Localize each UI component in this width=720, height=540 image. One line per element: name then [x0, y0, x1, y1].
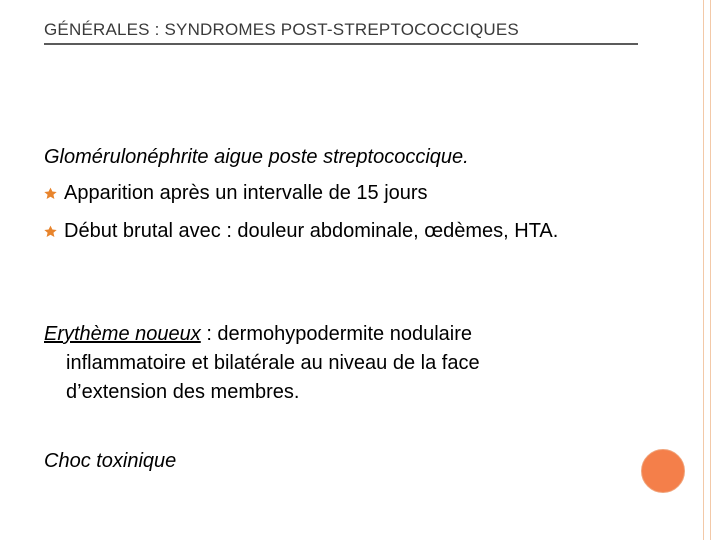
paragraph-line: [44, 320, 604, 349]
bullet-item: [44, 220, 558, 243]
title-underline: [44, 43, 638, 45]
star-icon: [44, 187, 57, 200]
decorative-rail-right: [710, 0, 711, 540]
bullet-item: [44, 182, 428, 205]
star-icon: [44, 225, 57, 238]
section-heading-glomerulonephrite: Glomérulonéphrite aigue poste streptococcique.: [44, 146, 469, 168]
decorative-rail-left: [703, 0, 704, 540]
section-heading-choc-toxinique: Choc toxinique: [44, 450, 177, 472]
slide-title: GÉNÉRALES : SYNDROMES POST-STREPTOCOCCIQUES: [44, 20, 519, 39]
paragraph-line: d’extension des membres.: [66, 381, 300, 403]
bullet-text: Apparition après un intervalle de 15 jours: [64, 182, 428, 204]
paragraph-line: inflammatoire et bilatérale au niveau de la face: [66, 352, 480, 374]
bullet-text: Début brutal avec : douleur abdominale, œdèmes, HTA.: [64, 220, 559, 242]
term-definition-start: : dermohypodermite nodulaire: [200, 323, 473, 345]
paragraph-erytheme-noueux: [44, 320, 604, 407]
term-erytheme-noueux: Erythème noueux: [44, 323, 201, 345]
orange-circle-decoration: [641, 449, 685, 493]
